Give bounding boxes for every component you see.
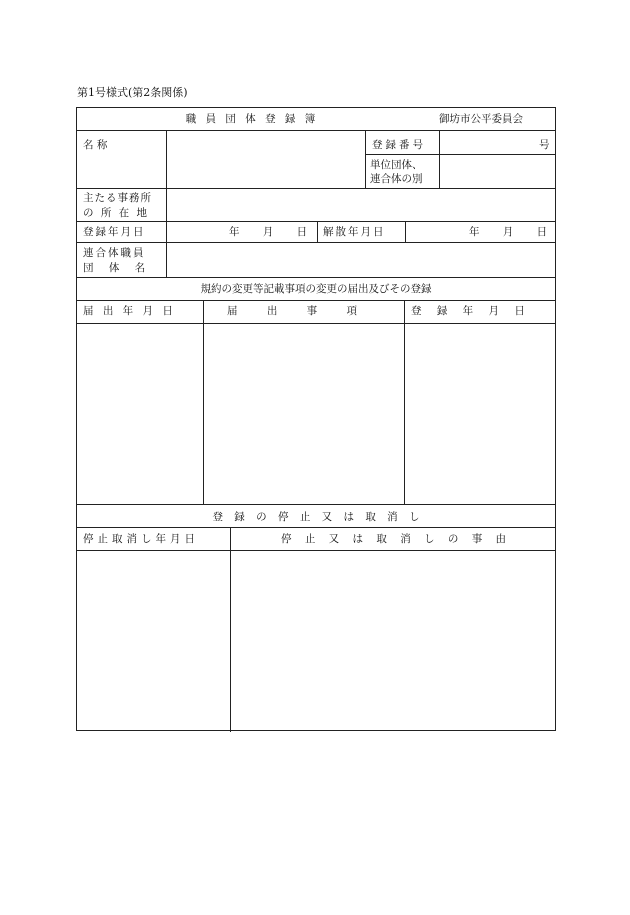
federation-label-1: 連合体職員 — [83, 247, 146, 259]
changes-registration-date-header: 登 録 年 月 日 — [411, 305, 525, 317]
unit-type-label-2: 連合体の別 — [370, 173, 423, 185]
divider — [77, 188, 555, 189]
divider — [77, 504, 555, 505]
register-title: 職 員 団 体 登 録 簿 — [185, 113, 319, 125]
divider — [203, 300, 204, 504]
office-label-1: 主たる事務所 — [83, 192, 152, 204]
divider — [77, 300, 555, 301]
divider — [166, 130, 167, 242]
registration-number-suffix: 号 — [539, 139, 550, 151]
dissolution-date-field[interactable]: 年 月 日 — [469, 226, 548, 238]
changes-section-title: 規約の変更等記載事項の変更の届出及びその登録 — [200, 283, 432, 295]
suspension-reason-header: 停 止 又 は 取 消 し の 事 由 — [281, 533, 507, 545]
office-label-2: の 所 在 地 — [83, 207, 150, 219]
divider — [317, 221, 318, 242]
divider — [365, 154, 555, 155]
divider — [439, 130, 440, 188]
name-label: 名 称 — [83, 139, 108, 151]
divider — [77, 221, 555, 222]
suspension-date-header: 停止取消し年月日 — [83, 533, 199, 545]
changes-notification-items-header: 届 出 事 項 — [227, 305, 358, 317]
federation-label-2: 団 体 名 — [83, 262, 152, 274]
unit-type-label-1: 単位団体、 — [370, 159, 423, 171]
divider — [77, 323, 555, 324]
divider — [77, 277, 555, 278]
dissolution-date-label: 解散年月日 — [323, 226, 386, 238]
divider — [77, 130, 555, 131]
divider — [405, 221, 406, 242]
divider — [166, 242, 167, 277]
suspension-section-title: 登 録 の 停 止 又 は 取 消 し — [212, 511, 420, 523]
divider — [230, 527, 231, 732]
registration-date-label: 登録年月日 — [83, 226, 146, 238]
registration-table — [76, 107, 556, 731]
changes-notification-date-header: 届 出 年 月 日 — [83, 305, 173, 317]
form-number-label: 第1号様式(第2条関係) — [77, 86, 188, 99]
issuer-name: 御坊市公平委員会 — [439, 113, 523, 125]
registration-number-label: 登録番号 — [372, 139, 426, 151]
divider — [365, 130, 366, 188]
divider — [77, 242, 555, 243]
divider — [404, 300, 405, 504]
divider — [77, 550, 555, 551]
registration-date-field[interactable]: 年 月 日 — [229, 226, 308, 238]
divider — [77, 527, 555, 528]
